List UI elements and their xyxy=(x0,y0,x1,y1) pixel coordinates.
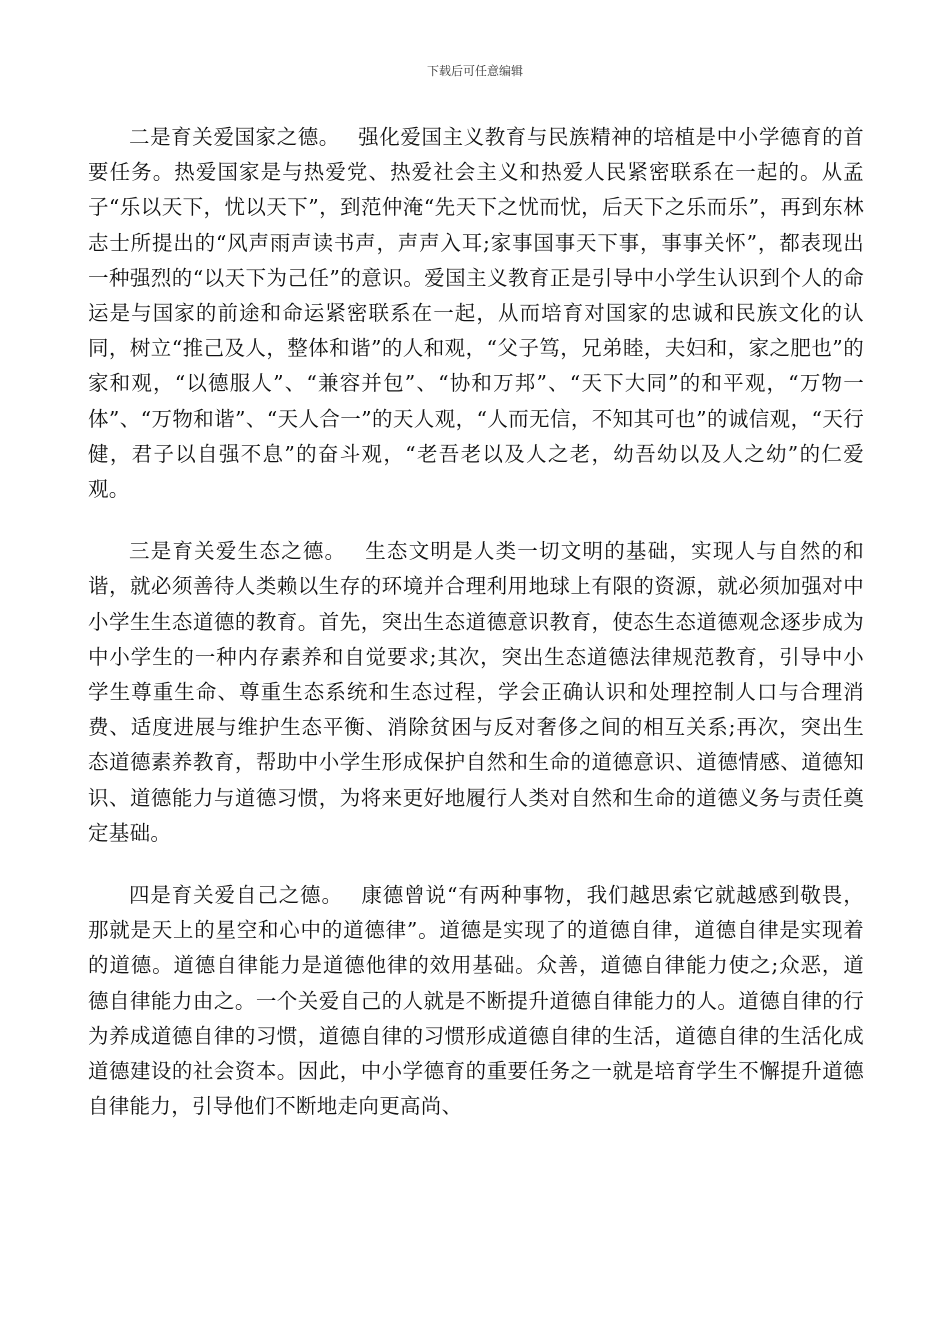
paragraph-love-country xyxy=(88,120,864,507)
page-header-note: 下载后可任意编辑 xyxy=(426,64,523,78)
document-body xyxy=(88,120,864,1151)
paragraph-text: 强化爱国主义教育与民族精神的培植是中小学德育的首要任务。热爱国家是与热爱党、热爱社会主义和热爱人民紧密联系在一起的。从孟子“乐以天下，忧以天下”，到范仲淹“先天下之忧而忧，后天下之乐而乐”，再到东林志士所提出的“风声雨声读书声，声声入耳;家事国事天下事，事事关怀”，都表现出一种强烈的“以天下为己任”的意识。爱国主义教育正是引导中小学生认识到个人的命运是与国家的前途和命运紧密联系在一起，从而培育对国家的忠诚和民族文化的认同，树立“推己及人，整体和谐”的人和观，“父子笃，兄弟睦，夫妇和，家之肥也”的家和观，“以德服人”、“兼容并包”、“协和万邦”、“天下大同”的和平观，“万物一体”、“万物和谐”、“天人合一”的天人观，“人而无信，不知其可也”的诚信观，“天行健，君子以自强不息”的奋斗观，“老吾老以及人之老，幼吾幼以及人之幼”的仁爱观。 xyxy=(88,125,865,502)
paragraph-lead: 二是育关爱国家之德。 xyxy=(129,125,340,149)
paragraph-love-self xyxy=(88,878,864,1124)
paragraph-lead: 四是育关爱自己之德。 xyxy=(129,883,343,908)
paragraph-love-ecology xyxy=(88,534,864,851)
paragraph-lead: 三是育关爱生态之德。 xyxy=(129,539,347,564)
paragraph-text: 康德曾说“有两种事物，我们越思索它就越感到敬畏，那就是天上的星空和心中的道德律”。道德是实现了的道德自律，道德自律是实现着的道德。道德自律能力是道德他律的效用基础。众善，道德自律能力使之;众恶，道德自律能力由之。一个关爱自己的人就是不断提升道德自律能力的人。道德自律的行为养成道德自律的习惯，道德自律的习惯形成道德自律的生活，道德自律的生活化成道德建设的社会资本。因此，中小学德育的重要任务之一就是培育学生不懈提升道德自律能力，引导他们不断地走向更高尚、 xyxy=(88,883,864,1119)
paragraph-text: 生态文明是人类一切文明的基础，实现人与自然的和谐，就必须善待人类赖以生存的环境并合理利用地球上有限的资源，就必须加强对中小学生生态道德的教育。首先，突出生态道德意识教育，使态生态道德观念逐步成为中小学生的一种内存素养和自觉要求;其次，突出生态道德法律规范教育，引导中小学生尊重生命、尊重生态系统和生态过程，学会正确认识和处理控制人口与合理消费、适度进展与维护生态平衡、消除贫困与反对奢侈之间的相互关系;再次，突出生态道德素养教育，帮助中小学生形成保护自然和生命的道德意识、道德情感、道德知识、道德能力与道德习惯，为将来更好地履行人类对自然和生命的道德义务与责任奠定基础。 xyxy=(88,539,865,845)
